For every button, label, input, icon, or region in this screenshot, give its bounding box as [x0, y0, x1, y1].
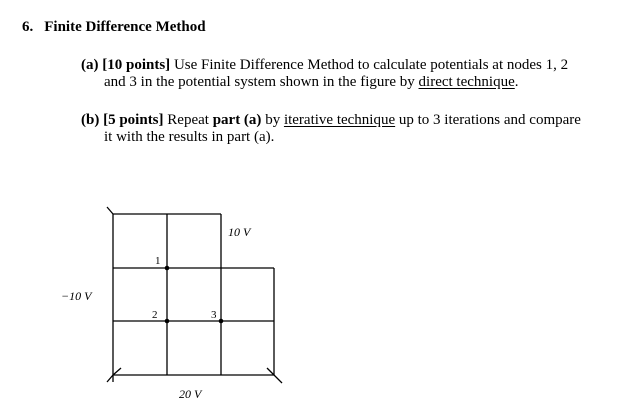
part-b-text-4: it with the results in part (a).	[104, 129, 275, 145]
left-potential: −10 V	[61, 289, 92, 303]
bottom-potential: 20 V	[179, 387, 202, 401]
part-b-text-1: Repeat	[167, 112, 209, 128]
node-1-dot	[165, 266, 170, 271]
bottom-right-corner-mark	[274, 375, 282, 383]
part-b-points: [5 points]	[103, 112, 164, 128]
part-b-text-2: by	[265, 112, 281, 128]
node-3-label: 3	[211, 309, 217, 321]
top-left-corner-mark	[107, 207, 113, 214]
part-a-label: (a)	[81, 57, 99, 73]
part-a-text-1: Use Finite Difference Method to calculate potentials at nodes 1, 2	[173, 57, 569, 73]
node-1-label: 1	[155, 255, 161, 267]
question-number: 6.	[22, 19, 34, 35]
grid-lines	[107, 207, 282, 383]
node-2-label: 2	[152, 309, 158, 321]
bottom-left-corner-mark	[113, 368, 121, 375]
part-a-text-2: and 3 in the potential system shown in the figure by	[104, 74, 415, 90]
part-b-bold-ref: part (a)	[212, 112, 262, 128]
part-b-label: (b)	[81, 112, 100, 128]
iterative-technique-link: iterative technique	[283, 112, 396, 128]
part-b-text-3: up to 3 iterations and compare	[398, 112, 581, 128]
question-title: Finite Difference Method	[44, 19, 206, 35]
bottom-left-corner-tail	[107, 375, 113, 382]
direct-technique-link: direct technique	[418, 74, 515, 90]
part-a-points: [10 points]	[102, 57, 171, 73]
top-right-potential: 10 V	[228, 225, 251, 239]
node-3-dot	[219, 319, 224, 324]
bottom-right-corner-tail	[267, 368, 274, 375]
node-2-dot	[165, 319, 170, 324]
part-a-end: .	[514, 74, 519, 90]
